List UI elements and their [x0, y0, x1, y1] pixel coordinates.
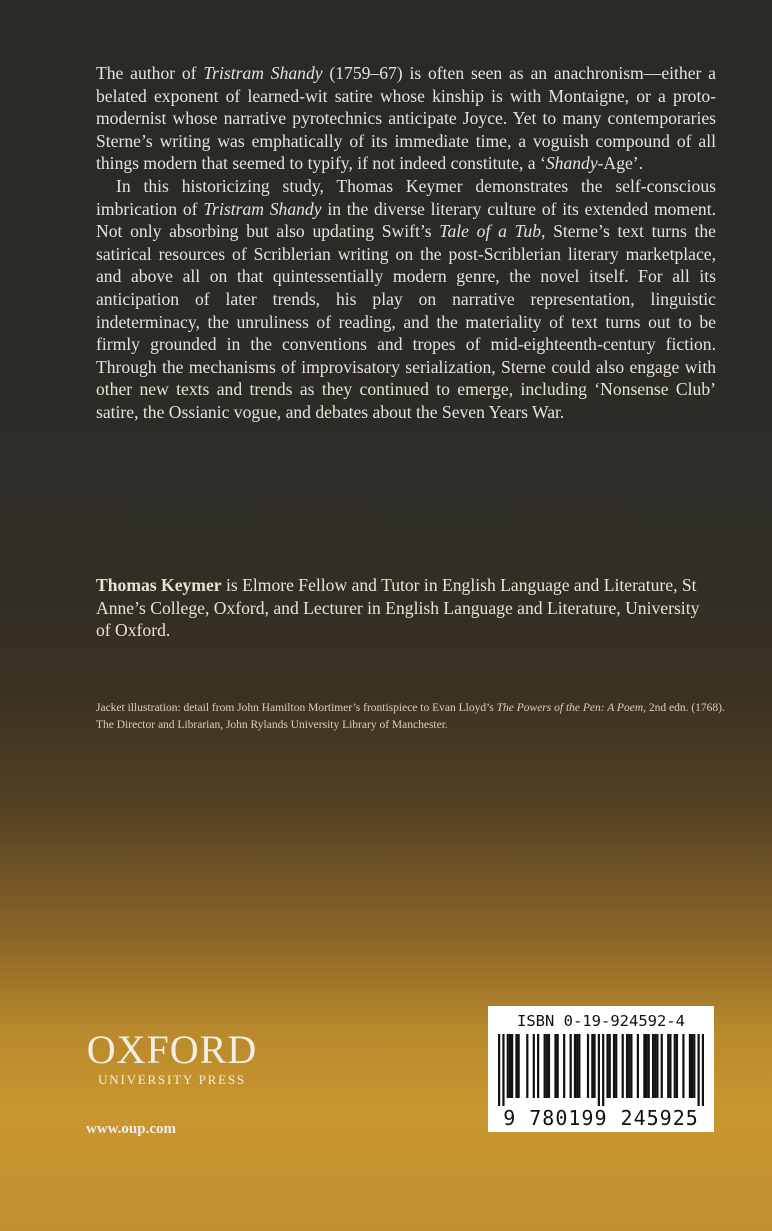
barcode-bars — [498, 1034, 704, 1106]
barcode-bar — [557, 1034, 559, 1098]
barcode-bar — [693, 1034, 695, 1098]
barcode-bar — [622, 1034, 624, 1098]
barcode-bar — [598, 1034, 600, 1106]
barcode-bar — [669, 1034, 671, 1098]
barcode-bar — [676, 1034, 678, 1098]
barcode-bar — [578, 1034, 580, 1098]
barcode-bar — [546, 1034, 548, 1098]
publisher-url[interactable]: www.oup.com — [86, 1121, 177, 1137]
author-bio-text: is Elmore Fellow and Tutor in English Language and Literature, St Anne’s College, Oxford, and Lecturer in English Language and Literature, University of Oxford. — [96, 575, 700, 641]
barcode-bar — [626, 1034, 628, 1098]
barcode-bar — [613, 1034, 615, 1098]
isbn-label: ISBN 0-19-924592-4 — [517, 1012, 685, 1030]
barcode-bar — [615, 1034, 617, 1098]
blurb-paragraph-1: The author of Tristram Shandy (1759–67) is often seen as an anachronism—either a belated exponent of learned-wit satire whose kinship is with Montaigne, or a proto-modernist whose narrative pyrotechnics anticipate Joyce. Yet to many contemporaries Sterne’s writing was emphatically of its immediate time, a voguish compound of all things modern that seemed to typify, if not indeed constitute, a ‘Shandy-Age’. — [96, 63, 716, 174]
barcode-bar — [548, 1034, 550, 1098]
publisher-logo — [82, 1028, 262, 1088]
barcode-bar — [502, 1034, 504, 1106]
barcode-bar — [682, 1034, 684, 1098]
barcode-bar — [574, 1034, 576, 1098]
barcode-bar — [537, 1034, 539, 1098]
barcode-bar — [648, 1034, 650, 1098]
barcode-bar — [509, 1034, 511, 1098]
barcode-bar — [630, 1034, 632, 1098]
italic-title: The Powers of the Pen: A Poem — [496, 702, 644, 714]
author-bio-paragraph — [96, 574, 716, 642]
barcode-panel — [488, 1006, 714, 1132]
barcode-bar — [570, 1034, 572, 1098]
italic-title: Shandy — [545, 153, 598, 174]
barcode-bar — [507, 1034, 509, 1098]
barcode-bar — [591, 1034, 593, 1098]
barcode-bar — [587, 1034, 589, 1098]
barcode-bar — [554, 1034, 556, 1098]
barcode-bar — [518, 1034, 520, 1098]
barcode-bar — [697, 1034, 699, 1106]
author-name: Thomas Keymer — [96, 575, 222, 595]
italic-title: Tale of a Tub — [439, 221, 541, 242]
barcode-bar — [674, 1034, 676, 1098]
barcode-bar — [498, 1034, 500, 1106]
barcode-bar — [643, 1034, 645, 1098]
barcode-bar — [661, 1034, 663, 1098]
barcode-bar — [544, 1034, 546, 1098]
barcode-bar — [602, 1034, 604, 1106]
barcode-bar — [563, 1034, 565, 1098]
publisher-name: OXFORD — [86, 1027, 258, 1072]
barcode-bar — [609, 1034, 611, 1098]
publisher-press: UNIVERSITY PRESS — [98, 1072, 246, 1087]
barcode-bar — [606, 1034, 608, 1098]
barcode-bar — [576, 1034, 578, 1098]
jacket-credit-text: Jacket illustration: detail from John Hamilton Mortimer’s frontispiece to Evan Lloyd’s The Powers of the Pen: A Poem, 2nd edn. (1768). The Director and Librarian, John Rylands University Library of Manchester. — [96, 702, 725, 731]
author-bio — [96, 574, 716, 642]
barcode-bar — [637, 1034, 639, 1098]
barcode-bar — [691, 1034, 693, 1098]
barcode-bar — [628, 1034, 630, 1098]
italic-title: Tristram Shandy — [203, 198, 322, 219]
italic-title: Tristram Shandy — [203, 63, 323, 83]
barcode-bar — [593, 1034, 595, 1098]
barcode-bar — [533, 1034, 535, 1098]
barcode-bar — [689, 1034, 691, 1098]
blurb-paragraph-2: In this historicizing study, Thomas Keymer demonstrates the self-conscious imbrication of Tristram Shandy in the diverse literary culture of its extended moment. Not only absorbing but also updating Swift’s Tale of a Tub, Sterne’s text turns the satirical resources of Scriblerian writing on the post-Scriblerian literary marketplace, and above all on that quintessentially modern genre, the novel itself. For all its anticipation of later trends, his play on narrative representation, linguistic indeterminacy, the unruliness of reading, and the materiality of text turns out to be firmly grounded in the conventions and tropes of mid-eighteenth-century fiction. Through the mechanisms of improvisatory serialization, Sterne could also engage with other new texts and trends as they continued to emerge, including ‘Nonsense Club’ satire, the Ossianic vogue, and debates about the Seven Years War. — [96, 175, 717, 422]
barcode-bar — [656, 1034, 658, 1098]
barcode-bar — [515, 1034, 517, 1098]
barcode-bar — [654, 1034, 656, 1098]
barcode-bar — [667, 1034, 669, 1098]
jacket-credit — [96, 700, 726, 734]
blurb — [96, 62, 716, 424]
ean-number: 9 780199 245925 — [503, 1106, 699, 1130]
barcode-bar — [511, 1034, 513, 1098]
barcode-bar — [702, 1034, 704, 1106]
barcode-bar — [652, 1034, 654, 1098]
barcode-bar — [645, 1034, 647, 1098]
barcode-bar — [526, 1034, 528, 1098]
